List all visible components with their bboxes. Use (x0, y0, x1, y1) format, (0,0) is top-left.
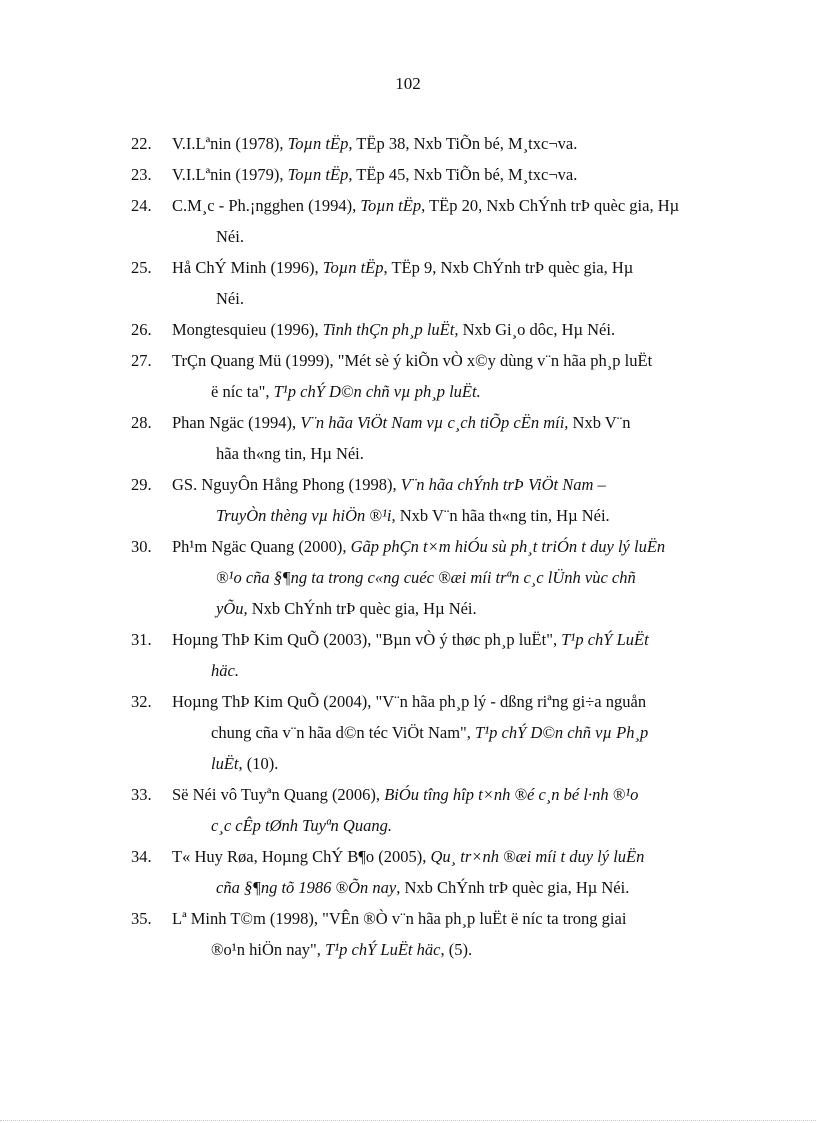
reference-continuation-line (172, 593, 743, 624)
reference-text: Hoµng ThÞ Kim QuÕ (2003), "Bµn vÒ ý thøc ph¸p luËt", (172, 630, 562, 649)
reference-item (131, 686, 743, 779)
reference-text: GS. NguyÔn Hång Phong (1998), (172, 475, 401, 494)
reference-continuation-line (172, 438, 743, 469)
reference-title-text: T¹p chÝ D©n chñ vµ ph¸p luËt. (273, 382, 481, 401)
reference-title-text: V¨n hãa chÝnh trÞ ViÖt Nam – (400, 475, 606, 494)
reference-continuation-line (172, 562, 743, 593)
reference-number: 31. (131, 630, 152, 649)
reference-line (172, 345, 743, 376)
reference-item (131, 314, 743, 345)
reference-title-text: yÕu, (216, 599, 248, 618)
reference-line (172, 159, 743, 190)
reference-line (172, 624, 743, 655)
reference-text: Nxb V¨n (568, 413, 631, 432)
reference-text: C.M¸c - Ph.¡ngghen (1994), (172, 196, 361, 215)
reference-number: 34. (131, 847, 152, 866)
reference-continuation-line (172, 717, 743, 748)
reference-item (131, 624, 743, 686)
reference-text: Nxb Gi¸o dôc, Hµ Néi. (458, 320, 616, 339)
reference-item (131, 779, 743, 841)
reference-text: chung cña v¨n hãa d©n téc ViÖt Nam", (211, 723, 476, 742)
reference-text: , (5). (440, 940, 473, 959)
reference-text: TrÇn Quang Mü (1999), "Mét sè ý kiÕn vÒ x©y dùng v¨n hãa ph¸p luËt (172, 351, 653, 370)
reference-title-text: V¨n hãa ViÖt Nam vµ c¸ch tiÕp cËn míi, (300, 413, 569, 432)
reference-text: ®o¹n hiÖn nay", (211, 940, 326, 959)
reference-text: Néi. (216, 289, 244, 308)
reference-text: Nxb V¨n hãa th«ng tin, Hµ Néi. (395, 506, 610, 525)
reference-continuation-line (172, 376, 743, 407)
reference-title-text: Toµn tËp (360, 196, 422, 215)
reference-number: 28. (131, 413, 152, 432)
reference-number: 35. (131, 909, 152, 928)
reference-number: 30. (131, 537, 152, 556)
reference-text: , TËp 20, Nxb ChÝnh trÞ quèc gia, Hµ (421, 196, 680, 215)
reference-text: , TËp 45, Nxb TiÕn bé, M¸txc¬va. (348, 165, 578, 184)
reference-line (172, 531, 743, 562)
reference-line (172, 190, 743, 221)
reference-item (131, 345, 743, 407)
reference-text: , Nxb ChÝnh trÞ quèc gia, Hµ Néi. (396, 878, 630, 897)
reference-line (172, 469, 743, 500)
reference-text: hãa th«ng tin, Hµ Néi. (216, 444, 364, 463)
reference-title-text: cña §¶ng tõ 1986 ®Õn nay (216, 878, 397, 897)
reference-continuation-line (172, 283, 743, 314)
reference-title-text: Toµn tËp (322, 258, 384, 277)
reference-item (131, 531, 743, 624)
reference-item (131, 903, 743, 965)
reference-number: 29. (131, 475, 152, 494)
reference-text: , (10). (238, 754, 279, 773)
reference-title-text: häc. (211, 661, 239, 680)
reference-continuation-line (172, 500, 743, 531)
reference-title-text: T¹p chÝ D©n chñ vµ Ph¸p (475, 723, 649, 742)
reference-text: Lª Minh T©m (1998), "VÊn ®Ò v¨n hãa ph¸p luËt ë níc ta trong giai (172, 909, 627, 928)
reference-line (172, 314, 743, 345)
reference-text: Së Néi vô Tuyªn Quang (2006), (172, 785, 385, 804)
reference-title-text: Toµn tËp (287, 165, 349, 184)
reference-text: , TËp 38, Nxb TiÕn bé, M¸txc¬va. (348, 134, 578, 153)
reference-continuation-line (172, 655, 743, 686)
reference-text: ë níc ta", (211, 382, 274, 401)
reference-number: 27. (131, 351, 152, 370)
reference-title-text: Qu¸ tr×nh ®æi míi t duy lý luËn (430, 847, 645, 866)
reference-line (172, 128, 743, 159)
reference-line (172, 407, 743, 438)
reference-number: 32. (131, 692, 152, 711)
reference-line (172, 779, 743, 810)
reference-text: T« Huy Røa, Hoµng ChÝ B¶o (2005), (172, 847, 431, 866)
reference-text: Ph¹m Ngäc Quang (2000), (172, 537, 351, 556)
reference-item (131, 252, 743, 314)
reference-line (172, 903, 743, 934)
reference-text: Phan Ngäc (1994), (172, 413, 301, 432)
reference-title-text: Gãp phÇn t×m hiÓu sù ph¸t triÓn t duy lý luËn (350, 537, 666, 556)
reference-item (131, 841, 743, 903)
reference-item (131, 469, 743, 531)
reference-title-text: Toµn tËp (287, 134, 349, 153)
reference-title-text: Tinh thÇn ph¸p luËt, (322, 320, 459, 339)
reference-continuation-line (172, 221, 743, 252)
reference-continuation-line (172, 872, 743, 903)
reference-line (172, 252, 743, 283)
reference-item (131, 128, 743, 159)
reference-number: 23. (131, 165, 152, 184)
reference-number: 24. (131, 196, 152, 215)
reference-title-text: c¸c cÊp tØnh Tuyªn Quang. (211, 816, 392, 835)
reference-number: 25. (131, 258, 152, 277)
reference-text: Néi. (216, 227, 244, 246)
reference-number: 33. (131, 785, 152, 804)
reference-line (172, 686, 743, 717)
reference-title-text: luËt (211, 754, 239, 773)
reference-line (172, 841, 743, 872)
reference-text: Nxb ChÝnh trÞ quèc gia, Hµ Néi. (247, 599, 477, 618)
reference-text: V.I.Lªnin (1979), (172, 165, 288, 184)
reference-text: V.I.Lªnin (1978), (172, 134, 288, 153)
reference-title-text: T¹p chÝ LuËt (561, 630, 649, 649)
reference-text: Hoµng ThÞ Kim QuÕ (2004), "V¨n hãa ph¸p lý - dßng riªng gi÷a nguån (172, 692, 647, 711)
reference-title-text: ®¹o cña §¶ng ta trong c«ng cuéc ®æi míi trªn c¸c lÜnh vùc chñ (216, 568, 636, 587)
reference-text: Hå ChÝ Minh (1996), (172, 258, 323, 277)
reference-item (131, 159, 743, 190)
page-bottom-rule (0, 1120, 816, 1121)
reference-text: Mongtesquieu (1996), (172, 320, 323, 339)
page-number: 102 (395, 74, 421, 93)
reference-item (131, 407, 743, 469)
reference-continuation-line (172, 748, 743, 779)
reference-number: 26. (131, 320, 152, 339)
reference-continuation-line (172, 810, 743, 841)
reference-title-text: TruyÒn thèng vµ hiÖn ®¹i, (216, 506, 396, 525)
reference-number: 22. (131, 134, 152, 153)
reference-item (131, 190, 743, 252)
reference-title-text: T¹p chÝ LuËt häc (325, 940, 441, 959)
reference-text: , TËp 9, Nxb ChÝnh trÞ quèc gia, Hµ (383, 258, 634, 277)
reference-list (131, 128, 743, 965)
reference-continuation-line (172, 934, 743, 965)
reference-title-text: BiÓu tîng hîp t×nh ®é c¸n bé l·nh ®¹o (384, 785, 639, 804)
